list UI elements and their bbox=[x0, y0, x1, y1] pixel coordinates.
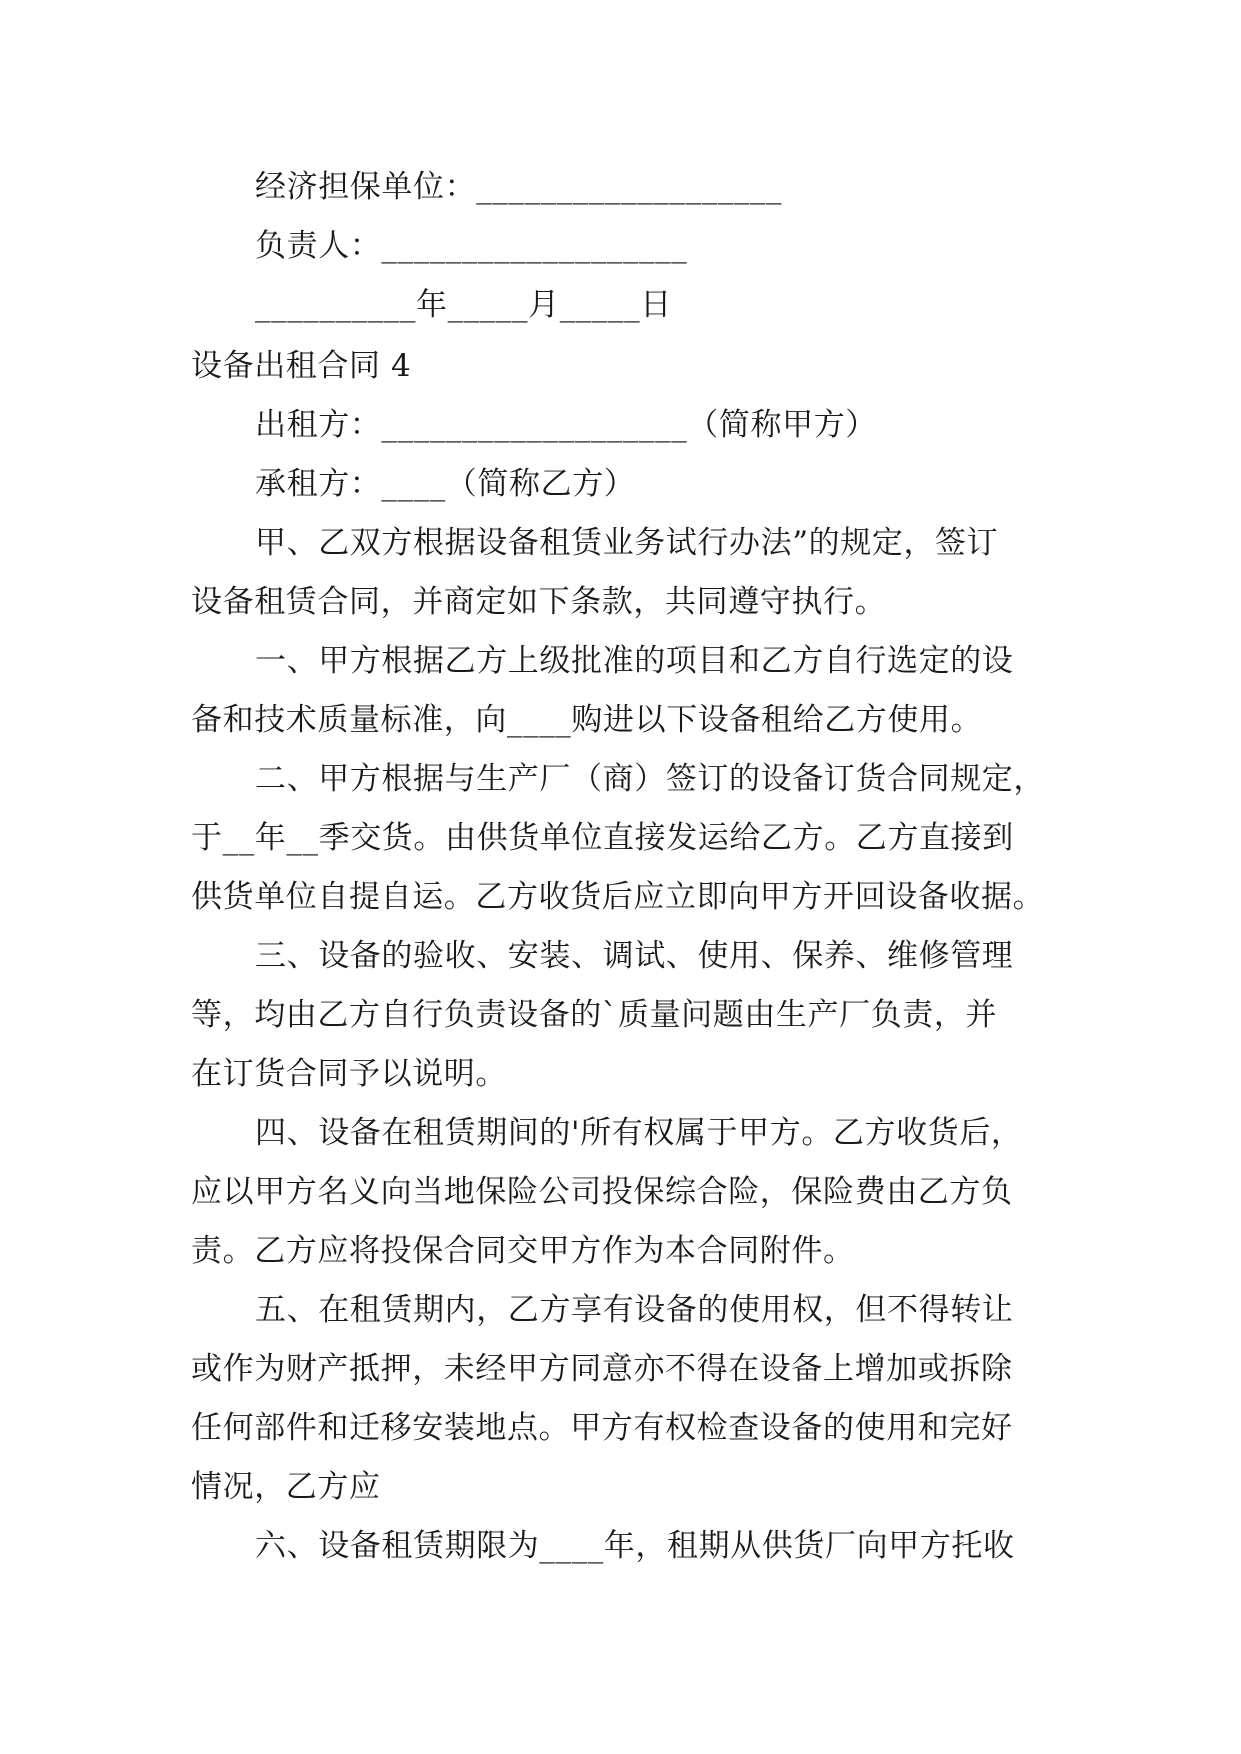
paragraph-line: 任何部件和迁移安装地点。甲方有权检查设备的使用和完好 bbox=[191, 1410, 1013, 1446]
paragraph-line: 三、设备的验收、安装、调试、使用、保养、维修管理 bbox=[255, 938, 1014, 974]
paragraph-line: 应以甲方名义向当地保险公司投保综合险，保险费由乙方负 bbox=[191, 1174, 1013, 1210]
paragraph-line: 责。乙方应将投保合同交甲方作为本合同附件。 bbox=[191, 1233, 855, 1269]
paragraph-line: 等，均由乙方自行负责设备的`质量问题由生产厂负责，并 bbox=[191, 997, 998, 1033]
lessee-line: 承租方：____（简称乙方） bbox=[255, 466, 636, 502]
paragraph-line: 情况，乙方应 bbox=[191, 1469, 381, 1505]
paragraph-line: 或作为财产抵押，未经甲方同意亦不得在设备上增加或拆除 bbox=[191, 1351, 1013, 1387]
guarantor-date-line: __________年_____月_____日 bbox=[255, 287, 672, 323]
paragraph-line: 四、设备在租赁期间的'所有权属于甲方。乙方收货后， bbox=[255, 1115, 1023, 1151]
paragraph-line: 在订货合同予以说明。 bbox=[191, 1056, 507, 1092]
paragraph-line: 供货单位自提自运。乙方收货后应立即向甲方开回设备收据。 bbox=[191, 879, 1045, 915]
paragraph-line: 二、甲方根据与生产厂（商）签订的设备订货合同规定， bbox=[255, 761, 1045, 797]
paragraph-line: 五、在租赁期内，乙方享有设备的使用权，但不得转让 bbox=[255, 1292, 1014, 1328]
lessor-line: 出租方：___________________（简称甲方） bbox=[255, 407, 877, 443]
paragraph-line: 于__年__季交货。由供货单位直接发运给乙方。乙方直接到 bbox=[191, 820, 1014, 856]
paragraph-line: 备和技术质量标准，向____购进以下设备租给乙方使用。 bbox=[191, 702, 983, 738]
guarantor-unit-line: 经济担保单位：___________________ bbox=[255, 169, 783, 205]
paragraph-line: 设备租赁合同，并商定如下条款，共同遵守执行。 bbox=[191, 584, 887, 620]
contract-title: 设备出租合同 4 bbox=[191, 348, 412, 384]
paragraph-line: 甲、乙双方根据设备租赁业务试行办法”的规定，签订 bbox=[255, 525, 999, 561]
paragraph-line: 六、设备租赁期限为____年，租期从供货厂向甲方托收 bbox=[255, 1528, 1015, 1564]
guarantor-person-line: 负责人：___________________ bbox=[255, 228, 688, 264]
paragraph-line: 一、甲方根据乙方上级批准的项目和乙方自行选定的设 bbox=[255, 643, 1014, 679]
document-body bbox=[191, 158, 1051, 1576]
